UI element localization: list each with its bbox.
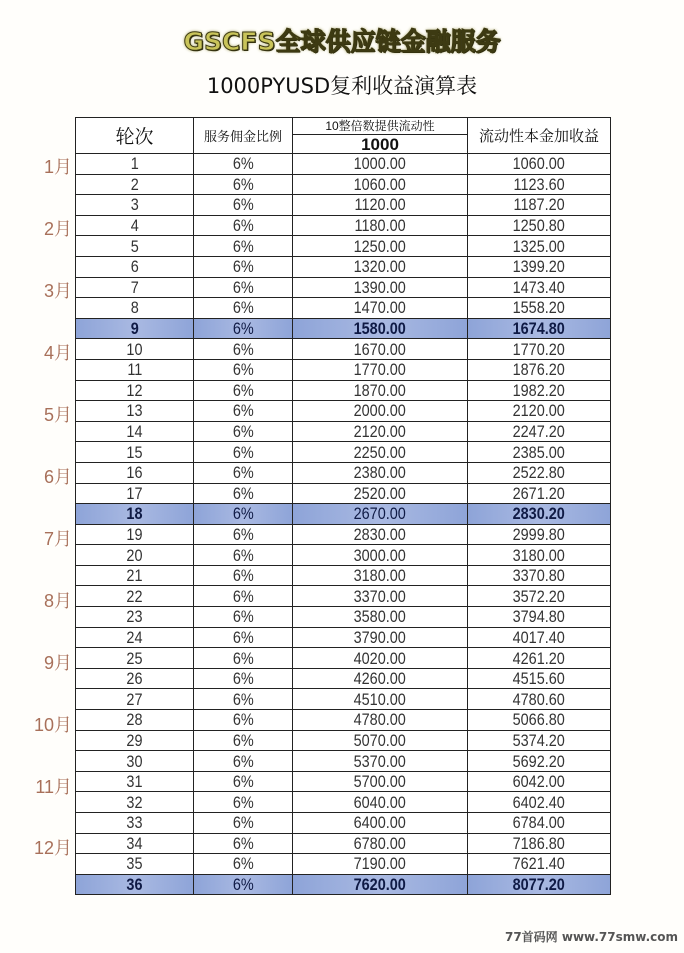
principal-cell: 1470.00: [293, 298, 468, 319]
round-cell: 6: [76, 256, 194, 277]
table-row: [76, 627, 611, 648]
rate-cell: 6%: [194, 195, 293, 216]
round-cell: 13: [76, 401, 194, 422]
month-label: 4月: [43, 342, 72, 363]
round-cell: 4: [76, 215, 194, 236]
rate-cell: 6%: [194, 813, 293, 834]
rate-cell: 6%: [194, 730, 293, 751]
principal-cell: 5070.00: [293, 730, 468, 751]
round-cell: 1: [76, 154, 194, 175]
round-cell: 16: [76, 462, 194, 483]
round-cell: 10: [76, 339, 194, 360]
principal-cell: 1000.00: [293, 154, 468, 175]
rate-cell: 6%: [194, 586, 293, 607]
round-cell: 25: [76, 648, 194, 669]
principal-cell: 2250.00: [293, 442, 468, 463]
principal-cell: 2000.00: [293, 401, 468, 422]
rate-cell: 6%: [194, 545, 293, 566]
table-row: [76, 277, 611, 298]
table-row: [76, 504, 611, 525]
total-cell: 4261.20: [468, 648, 611, 669]
table-row: [76, 524, 611, 545]
round-cell: 17: [76, 483, 194, 504]
round-cell: 15: [76, 442, 194, 463]
table-row: [76, 565, 611, 586]
round-cell: 26: [76, 668, 194, 689]
total-cell: 5692.20: [468, 751, 611, 772]
rate-cell: 6%: [194, 565, 293, 586]
brand-title: GSCFS全球供应链金融服务: [183, 27, 501, 56]
watermark: 77首码网 www.77smw.com: [504, 930, 678, 944]
principal-cell: 4510.00: [293, 689, 468, 710]
table-row: [76, 545, 611, 566]
rate-cell: 6%: [194, 380, 293, 401]
principal-cell: 2830.00: [293, 524, 468, 545]
column-header-liquidity: [293, 118, 468, 154]
principal-cell: 1180.00: [293, 215, 468, 236]
rate-cell: 6%: [194, 668, 293, 689]
table-row: [76, 462, 611, 483]
total-cell: 3572.20: [468, 586, 611, 607]
rate-cell: 6%: [194, 833, 293, 854]
total-cell: 8077.20: [468, 874, 611, 895]
table-row: [76, 483, 611, 504]
principal-cell: 5370.00: [293, 751, 468, 772]
column-header-round: 轮次: [76, 118, 194, 154]
rate-cell: 6%: [194, 174, 293, 195]
round-cell: 21: [76, 565, 194, 586]
month-label: 2月: [43, 218, 72, 239]
round-cell: 31: [76, 771, 194, 792]
rate-cell: 6%: [194, 298, 293, 319]
total-cell: 1060.00: [468, 154, 611, 175]
principal-cell: 5700.00: [293, 771, 468, 792]
principal-cell: 4020.00: [293, 648, 468, 669]
round-cell: 7: [76, 277, 194, 298]
rate-cell: 6%: [194, 462, 293, 483]
rate-cell: 6%: [194, 318, 293, 339]
round-cell: 34: [76, 833, 194, 854]
table-row: [76, 813, 611, 834]
rate-cell: 6%: [194, 339, 293, 360]
table-row: [76, 771, 611, 792]
month-label: 8月: [43, 590, 72, 611]
column-header-liquidity-label: 10整倍数提供流动性: [293, 118, 467, 135]
total-cell: 1674.80: [468, 318, 611, 339]
total-cell: 1399.20: [468, 256, 611, 277]
month-label: 11月: [35, 776, 72, 797]
principal-cell: 1060.00: [293, 174, 468, 195]
principal-cell: 4260.00: [293, 668, 468, 689]
rate-cell: 6%: [194, 524, 293, 545]
round-cell: 28: [76, 710, 194, 731]
principal-cell: 3370.00: [293, 586, 468, 607]
total-cell: 2830.20: [468, 504, 611, 525]
table-row: [76, 174, 611, 195]
rate-cell: 6%: [194, 751, 293, 772]
rate-cell: 6%: [194, 710, 293, 731]
total-cell: 3180.00: [468, 545, 611, 566]
table-row: [76, 586, 611, 607]
table-row: [76, 401, 611, 422]
total-cell: 2522.80: [468, 462, 611, 483]
table-row: [76, 648, 611, 669]
table-header-row: [76, 118, 611, 154]
rate-cell: 6%: [194, 401, 293, 422]
table-row: [76, 833, 611, 854]
month-label: 5月: [43, 404, 72, 425]
table-row: [76, 710, 611, 731]
table-row: [76, 195, 611, 216]
principal-cell: 1320.00: [293, 256, 468, 277]
principal-cell: 1670.00: [293, 339, 468, 360]
column-header-rate: 服务佣金比例: [194, 118, 293, 154]
month-label: 10月: [33, 714, 72, 735]
round-cell: 33: [76, 813, 194, 834]
total-cell: 1558.20: [468, 298, 611, 319]
table-row: [76, 256, 611, 277]
total-cell: 7621.40: [468, 854, 611, 875]
round-cell: 23: [76, 607, 194, 628]
rate-cell: 6%: [194, 483, 293, 504]
round-cell: 32: [76, 792, 194, 813]
total-cell: 1187.20: [468, 195, 611, 216]
rate-cell: 6%: [194, 256, 293, 277]
round-cell: 5: [76, 236, 194, 257]
principal-cell: 1870.00: [293, 380, 468, 401]
round-cell: 14: [76, 421, 194, 442]
month-label: 1月: [43, 157, 72, 177]
total-cell: 2120.00: [468, 401, 611, 422]
total-cell: 6402.40: [468, 792, 611, 813]
table-row: [76, 298, 611, 319]
table-row: [76, 668, 611, 689]
round-cell: 35: [76, 854, 194, 875]
table-row: [76, 339, 611, 360]
month-label: 6月: [43, 466, 72, 487]
principal-cell: 6780.00: [293, 833, 468, 854]
rate-cell: 6%: [194, 154, 293, 175]
table-row: [76, 421, 611, 442]
total-cell: 3794.80: [468, 607, 611, 628]
round-cell: 12: [76, 380, 194, 401]
rate-cell: 6%: [194, 277, 293, 298]
principal-cell: 2520.00: [293, 483, 468, 504]
principal-cell: 1390.00: [293, 277, 468, 298]
table-row: [76, 751, 611, 772]
principal-cell: 3790.00: [293, 627, 468, 648]
total-cell: 5374.20: [468, 730, 611, 751]
rate-cell: 6%: [194, 236, 293, 257]
table-row: [76, 359, 611, 380]
column-header-total: 流动性本金加收益: [468, 118, 611, 154]
rate-cell: 6%: [194, 648, 293, 669]
round-cell: 27: [76, 689, 194, 710]
total-cell: 1473.40: [468, 277, 611, 298]
principal-cell: 4780.00: [293, 710, 468, 731]
sub-title: 1000PYUSD复利收益演算表: [206, 74, 478, 98]
principal-cell: 1250.00: [293, 236, 468, 257]
total-cell: 2247.20: [468, 421, 611, 442]
rate-cell: 6%: [194, 689, 293, 710]
principal-cell: 3000.00: [293, 545, 468, 566]
round-cell: 30: [76, 751, 194, 772]
principal-cell: 3580.00: [293, 607, 468, 628]
table-row: [76, 730, 611, 751]
total-cell: 2385.00: [468, 442, 611, 463]
principal-cell: 3180.00: [293, 565, 468, 586]
rate-cell: 6%: [194, 771, 293, 792]
total-cell: 5066.80: [468, 710, 611, 731]
total-cell: 1876.20: [468, 359, 611, 380]
principal-cell: 6400.00: [293, 813, 468, 834]
round-cell: 11: [76, 359, 194, 380]
table-row: [76, 215, 611, 236]
principal-cell: 2670.00: [293, 504, 468, 525]
rate-cell: 6%: [194, 359, 293, 380]
month-labels: [0, 0, 72, 953]
total-cell: 6784.00: [468, 813, 611, 834]
total-cell: 6042.00: [468, 771, 611, 792]
round-cell: 3: [76, 195, 194, 216]
month-label: 9月: [43, 652, 72, 673]
principal-cell: 2380.00: [293, 462, 468, 483]
total-cell: 4780.60: [468, 689, 611, 710]
table-row: [76, 380, 611, 401]
principal-cell: 6040.00: [293, 792, 468, 813]
total-cell: 1250.80: [468, 215, 611, 236]
principal-cell: 1770.00: [293, 359, 468, 380]
round-cell: 9: [76, 318, 194, 339]
rate-cell: 6%: [194, 792, 293, 813]
rate-cell: 6%: [194, 421, 293, 442]
compound-interest-table: [75, 117, 611, 895]
table-row: [76, 442, 611, 463]
rate-cell: 6%: [194, 215, 293, 236]
round-cell: 8: [76, 298, 194, 319]
month-label: 7月: [43, 528, 72, 549]
total-cell: 2999.80: [468, 524, 611, 545]
table-row: [76, 154, 611, 175]
month-label: 3月: [43, 280, 72, 301]
table-row: [76, 318, 611, 339]
round-cell: 18: [76, 504, 194, 525]
rate-cell: 6%: [194, 627, 293, 648]
total-cell: 4017.40: [468, 627, 611, 648]
table-row: [76, 236, 611, 257]
rate-cell: 6%: [194, 442, 293, 463]
table-body: [76, 154, 611, 895]
column-header-liquidity-amount: 1000: [361, 135, 399, 154]
round-cell: 24: [76, 627, 194, 648]
total-cell: 1982.20: [468, 380, 611, 401]
table-row: [76, 607, 611, 628]
month-label: 12月: [33, 838, 72, 859]
rate-cell: 6%: [194, 607, 293, 628]
round-cell: 29: [76, 730, 194, 751]
round-cell: 19: [76, 524, 194, 545]
principal-cell: 1120.00: [293, 195, 468, 216]
round-cell: 2: [76, 174, 194, 195]
rate-cell: 6%: [194, 504, 293, 525]
table-row: [76, 854, 611, 875]
round-cell: 22: [76, 586, 194, 607]
rate-cell: 6%: [194, 874, 293, 895]
round-cell: 36: [76, 874, 194, 895]
principal-cell: 1580.00: [293, 318, 468, 339]
total-cell: 1770.20: [468, 339, 611, 360]
principal-cell: 7190.00: [293, 854, 468, 875]
total-cell: 4515.60: [468, 668, 611, 689]
round-cell: 20: [76, 545, 194, 566]
total-cell: 2671.20: [468, 483, 611, 504]
principal-cell: 7620.00: [293, 874, 468, 895]
principal-cell: 2120.00: [293, 421, 468, 442]
total-cell: 7186.80: [468, 833, 611, 854]
total-cell: 1123.60: [468, 174, 611, 195]
table-row: [76, 792, 611, 813]
total-cell: 3370.80: [468, 565, 611, 586]
table-row: [76, 874, 611, 895]
total-cell: 1325.00: [468, 236, 611, 257]
rate-cell: 6%: [194, 854, 293, 875]
table-row: [76, 689, 611, 710]
